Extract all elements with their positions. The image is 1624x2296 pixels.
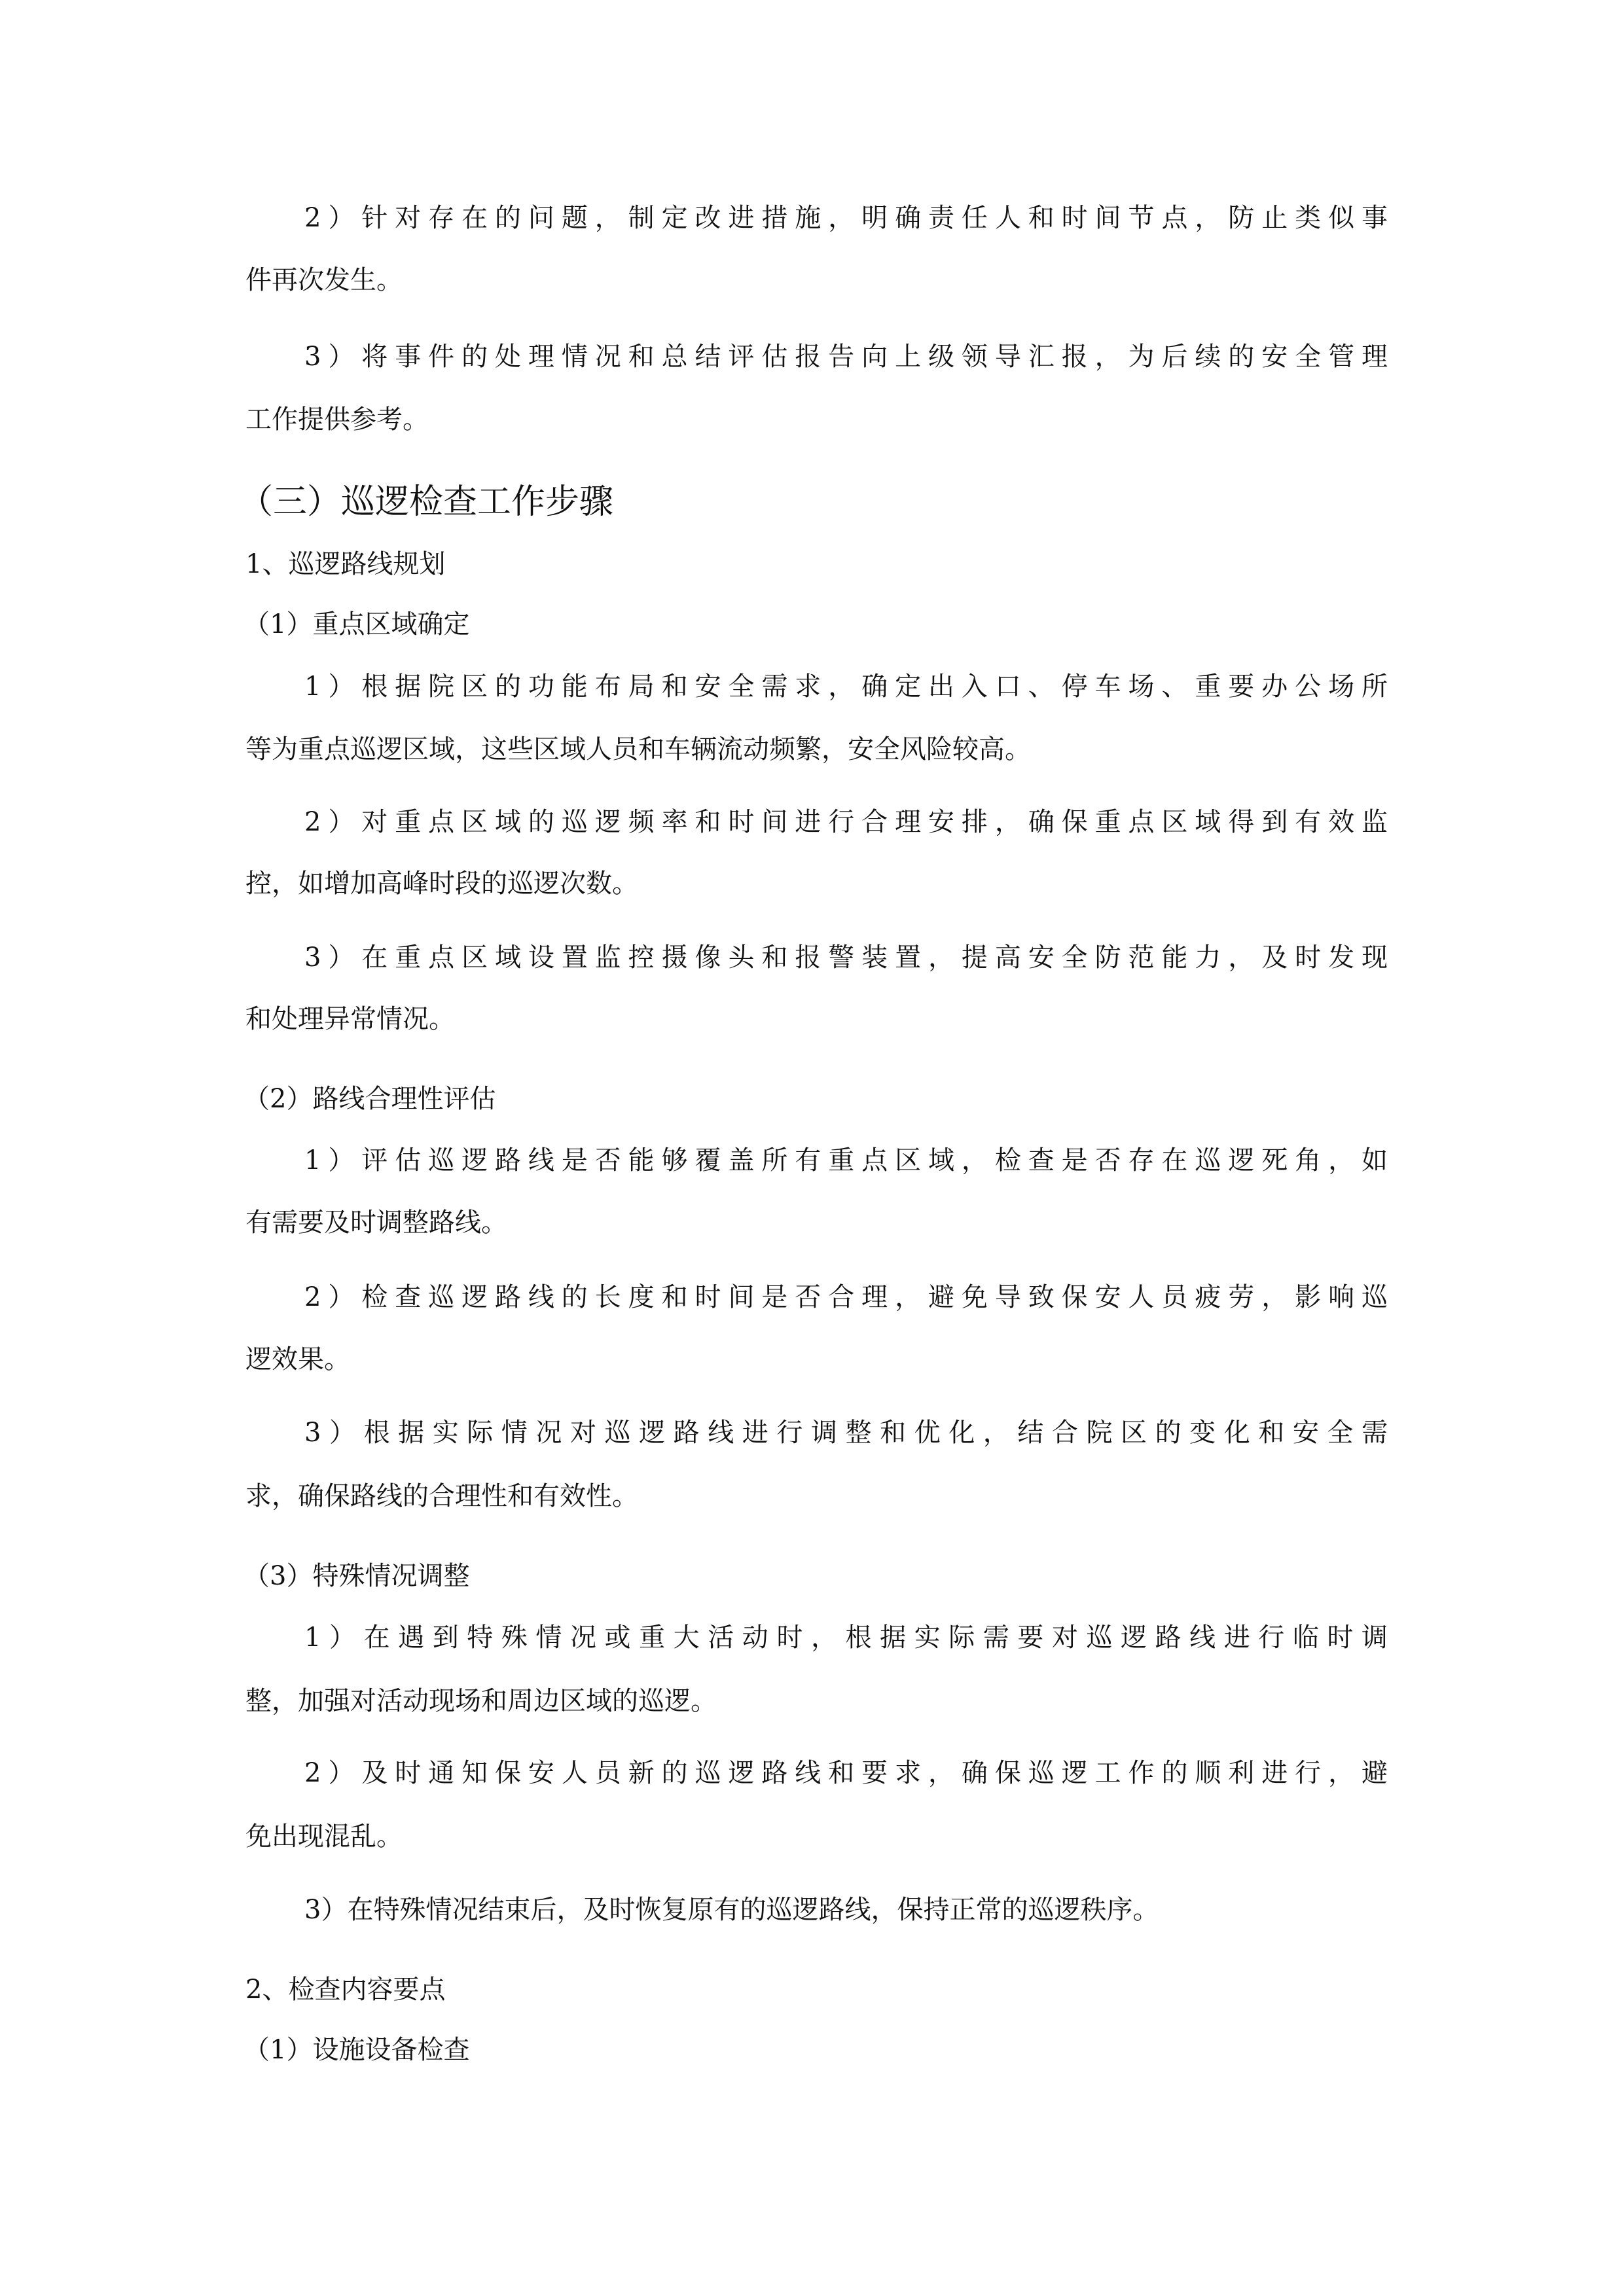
subsection-heading: 1、巡逻路线规划 [245, 549, 446, 579]
paragraph-line: 逻效果。 [245, 1344, 350, 1374]
section-heading: （三）巡逻检查工作步骤 [239, 482, 614, 522]
item-heading: （2）路线合理性评估 [244, 1084, 496, 1114]
paragraph-line: 1）根据院区的功能布局和安全需求，确定出入口、停车场、重要办公场所 [304, 672, 1388, 702]
paragraph-line: 1）评估巡逻路线是否能够覆盖所有重点区域，检查是否存在巡逻死角，如 [304, 1145, 1388, 1175]
paragraph-line: 有需要及时调整路线。 [245, 1208, 507, 1238]
paragraph-line: 2）检查巡逻路线的长度和时间是否合理，避免导致保安人员疲劳，影响巡 [304, 1282, 1388, 1312]
paragraph-line: 和处理异常情况。 [245, 1004, 455, 1034]
paragraph-line: 免出现混乱。 [245, 1821, 403, 1852]
paragraph-line: 工作提供参考。 [245, 404, 429, 435]
paragraph-line: 等为重点巡逻区域，这些区域人员和车辆流动频繁，安全风险较高。 [245, 734, 1031, 764]
paragraph-line: 2）针对存在的问题，制定改进措施，明确责任人和时间节点，防止类似事 [304, 203, 1388, 233]
paragraph-line: 整，加强对活动现场和周边区域的巡逻。 [245, 1686, 717, 1716]
paragraph-line: 3）在特殊情况结束后，及时恢复原有的巡逻路线，保持正常的巡逻秩序。 [304, 1895, 1159, 1925]
paragraph-line: 件再次发生。 [245, 265, 403, 295]
paragraph-line: 1）在遇到特殊情况或重大活动时，根据实际需要对巡逻路线进行临时调 [304, 1623, 1388, 1653]
paragraph-line: 2）对重点区域的巡逻频率和时间进行合理安排，确保重点区域得到有效监 [304, 807, 1388, 837]
paragraph-line: 控，如增加高峰时段的巡逻次数。 [245, 869, 638, 899]
subsection-heading: 2、检查内容要点 [245, 1975, 446, 2005]
paragraph-line: 3）在重点区域设置监控摄像头和报警装置，提高安全防范能力，及时发现 [304, 942, 1388, 973]
paragraph-line: 求，确保路线的合理性和有效性。 [245, 1481, 638, 1511]
paragraph-line: 3）将事件的处理情况和总结评估报告向上级领导汇报，为后续的安全管理 [304, 342, 1388, 372]
item-heading: （3）特殊情况调整 [244, 1561, 470, 1591]
item-heading: （1）设施设备检查 [244, 2035, 470, 2065]
item-heading: （1）重点区域确定 [244, 609, 470, 639]
paragraph-line: 3）根据实际情况对巡逻路线进行调整和优化，结合院区的变化和安全需 [304, 1418, 1388, 1448]
paragraph-line: 2）及时通知保安人员新的巡逻路线和要求，确保巡逻工作的顺利进行，避 [304, 1758, 1388, 1788]
